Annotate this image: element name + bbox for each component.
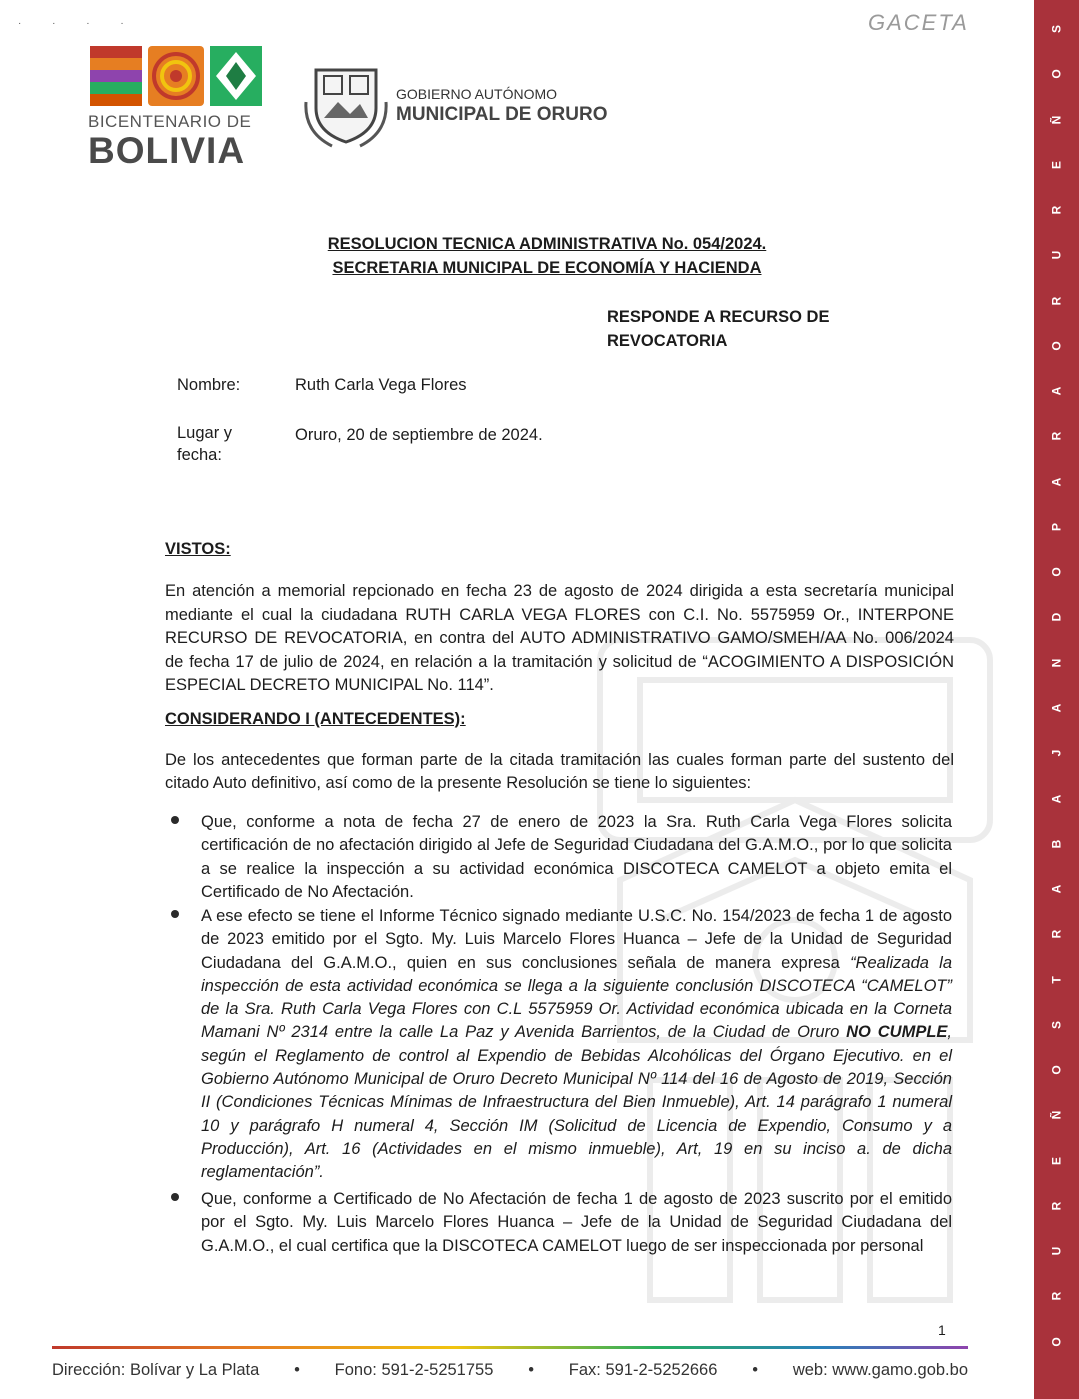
side-band-letter: R bbox=[1049, 296, 1064, 305]
footer-separator: • bbox=[528, 1361, 534, 1379]
side-band-letter: B bbox=[1049, 839, 1064, 849]
issuing-secretariat: SECRETARIA MUNICIPAL DE ECONOMÍA Y HACIENDA bbox=[332, 259, 762, 277]
item2-plain: A ese efecto se tiene el Informe Técnico signado mediante U.S.C. No. 154/2023 de fecha 1 de agosto de 2023 emitido por el Sgto. My. Luis Marcelo Flores Huanca – Jefe de la Unidad de Seguridad Ciudadana del G.A.M.O., quien en sus conclusiones señala de manera expresa bbox=[201, 907, 952, 972]
bicentenario-emblem bbox=[90, 46, 262, 106]
footer-web: web: www.gamo.gob.bo bbox=[792, 1361, 968, 1379]
side-band-letter: O bbox=[1049, 1065, 1064, 1075]
responde-line2: REVOCATORIA bbox=[607, 332, 728, 350]
lugar-value: Oruro, 20 de septiembre de 2024. bbox=[295, 426, 543, 444]
gamo-logo bbox=[302, 62, 622, 152]
side-band-letter: N bbox=[1049, 658, 1064, 668]
handwritten-note: GACETA bbox=[868, 10, 969, 35]
oruro-crest-icon bbox=[302, 62, 390, 148]
side-band-letter: R bbox=[1049, 432, 1064, 441]
side-band-letter: J bbox=[1049, 749, 1064, 757]
footer-direccion: Dirección: Bolívar y La Plata bbox=[52, 1361, 260, 1379]
side-band-letter: D bbox=[1049, 613, 1064, 622]
side-band-letter: S bbox=[1049, 1020, 1064, 1029]
side-band-letter: Ñ bbox=[1049, 1111, 1064, 1120]
side-band-letter: A bbox=[1049, 386, 1064, 396]
footer-separator: • bbox=[294, 1361, 300, 1379]
side-band-letter: A bbox=[1049, 794, 1064, 803]
nombre-label: Nombre: bbox=[177, 376, 241, 394]
side-band-letter: P bbox=[1049, 522, 1064, 531]
bullet-dot-3 bbox=[171, 1193, 179, 1201]
gamo-line1: GOBIERNO AUTÓNOMO bbox=[396, 86, 558, 102]
item2-quote-end: , según el Reglamento de control al Expendio de Bebidas Alcohólicas del Órgano Ejecutivo. en el Gobierno Autónomo Municipal de Oruro Decreto Municipal Nº 114 del 16 de Agosto de 2019, Sección II (Condiciones Técnicas Mínimas de Infraestructura del Bien Inmueble), Art. 14 parágrafo 1 numeral 10 y parágrafo H numeral 4, Sección IM (Solicitud de Licencia de Expendio, Consumo y a Producción), Art. 16 (Actividades en el mismo inmueble), Art, 19 en su inciso a. de dicha reglamentación”. bbox=[201, 1023, 952, 1182]
considerando-heading: CONSIDERANDO I (ANTECEDENTES): bbox=[165, 710, 466, 728]
nombre-value: Ruth Carla Vega Flores bbox=[295, 376, 467, 394]
item2-quote: “Realizada la inspección de esta actividad económica se llega a la siguiente conclusión DISCOTECA “CAMELOT” de la Sra. Ruth Carla Vega Flores con C.L 5575959 Or. Actividad económica ubicada en la Corneta Mamani Nº 2314 entre la calle La Paz y Avenida Barrientos, de la Ciudad de Oruro bbox=[201, 953, 953, 1042]
side-band-letter: A bbox=[1049, 884, 1064, 894]
vistos-text: En atención a memorial repcionado en fecha 23 de agosto de 2024 dirigida a esta secretaría municipal mediante el cual la ciudadana RUTH CARLA VEGA FLORES con C.I. No. 5575959 Or., INTERPONE RECURSO DE REVOCATORIA, en contra del AUTO ADMINISTRATIVO GAMO/SMEH/AA No. 006/2024 de fecha 17 de julio de 2024, en relación a la tramitación y solicitud de “ACOGIMIENTO A DISPOSICIÓN ESPECIAL DECRETO MUNICIPAL No. 114”. bbox=[165, 582, 954, 694]
antecedente-item-3: Que, conforme a Certificado de No Afectación de fecha 1 de agosto de 2023 suscrito por el emitido por el Sgto. My. Luis Marcelo Flores Huanca – Jefe de la Unidad de Seguridad Ciudadana del G.A.M.O., el cual certifica que la DISCOTECA CAMELOT luego de ser inspeccionada por personal bbox=[201, 1190, 952, 1255]
side-band-letter: R bbox=[1049, 1292, 1064, 1301]
footer-color-line bbox=[52, 1346, 968, 1349]
side-band-letter: E bbox=[1049, 1156, 1064, 1165]
footer-fax: Fax: 591-2-5252666 bbox=[568, 1361, 718, 1379]
side-band-letter: A bbox=[1049, 477, 1064, 486]
document-title bbox=[0, 232, 1079, 280]
antecedente-item-1: Que, conforme a nota de fecha 27 de enero de 2023 la Sra. Ruth Carla Vega Flores solicita certificación de no afectación dirigido al Jefe de Seguridad Ciudadana del G.A.M.O., por lo que solicita a se realice la inspección a su actividad económica DISCOTECA CAMELOT a objeto emita el Certificado de No Afectación. bbox=[201, 813, 952, 901]
side-band-letter: E bbox=[1049, 160, 1064, 169]
footer-separator: • bbox=[752, 1361, 758, 1379]
side-band-letter: O bbox=[1049, 1337, 1064, 1347]
resolution-number: RESOLUCION TECNICA ADMINISTRATIVA No. 054/2024. bbox=[327, 235, 767, 253]
bolivia-text: BOLIVIA bbox=[88, 130, 246, 171]
bullet-dot-2 bbox=[171, 910, 179, 918]
side-band-letter: O bbox=[1049, 69, 1064, 79]
side-band-letter: R bbox=[1049, 1201, 1064, 1211]
lugar-label: Lugar y fecha: bbox=[177, 424, 233, 464]
side-band-letter: R bbox=[1049, 205, 1064, 215]
side-band-orurenos bbox=[1034, 0, 1079, 1399]
side-band-letter: U bbox=[1049, 251, 1064, 260]
bicentenario-logo bbox=[88, 46, 268, 171]
footer-fono: Fono: 591-2-5251755 bbox=[334, 1361, 494, 1379]
side-band-letter: R bbox=[1049, 930, 1064, 939]
side-band-letter: O bbox=[1049, 341, 1064, 351]
page-number: 1 bbox=[938, 1322, 946, 1338]
side-band-letter: O bbox=[1049, 567, 1064, 577]
item2-no-cumple: NO CUMPLE bbox=[846, 1023, 948, 1042]
gamo-line2: MUNICIPAL DE ORURO bbox=[396, 104, 608, 125]
side-band-letter: A bbox=[1049, 703, 1064, 713]
antecedente-item-2 bbox=[201, 905, 952, 1185]
considerando-intro: De los antecedentes que forman parte de la citada tramitación las cuales forman parte del sustento del citado Auto definitivo, así como de la presente Resolución se tiene lo siguientes: bbox=[165, 751, 954, 792]
side-band-letter: S bbox=[1049, 25, 1064, 34]
side-band-letter: U bbox=[1049, 1246, 1064, 1256]
responde-line1: RESPONDE A RECURSO DE bbox=[607, 308, 830, 326]
scan-artifacts: · · · · bbox=[18, 18, 138, 29]
vistos-heading: VISTOS: bbox=[165, 540, 231, 558]
bullet-dot-1 bbox=[171, 816, 179, 824]
side-band-letter: T bbox=[1049, 975, 1064, 984]
bicentenario-text: BICENTENARIO DE bbox=[88, 112, 252, 131]
side-band-letter: Ñ bbox=[1049, 115, 1064, 124]
footer-contact bbox=[52, 1361, 968, 1380]
responde-heading bbox=[607, 305, 867, 353]
